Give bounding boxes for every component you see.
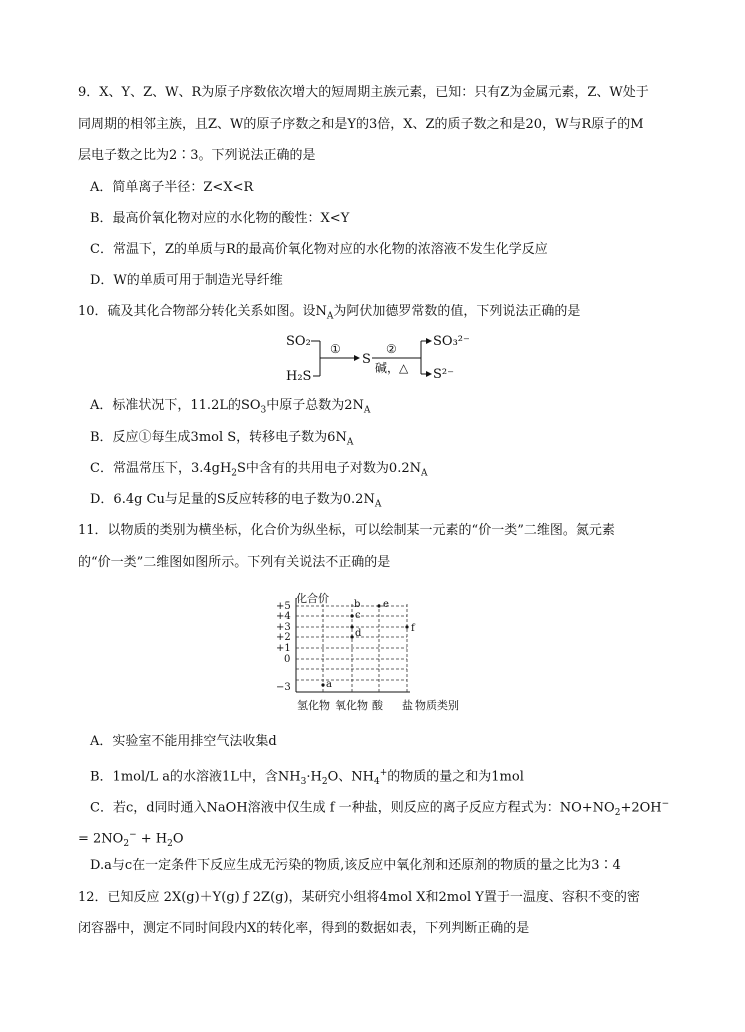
- sulfur-label: S: [362, 352, 371, 367]
- ytick-zero: 0: [284, 654, 291, 665]
- q10-stem: 10．硫及其化合物部分转化关系如图。设$N_A$为阿伏加德罗常数的值，下列说法正确的是: [78, 304, 581, 322]
- q11-stem-line1: 11．以物质的类别为横坐标，化合价为纵坐标，可以绘制某一元素的“价一类”二维图。氮元素: [78, 523, 615, 538]
- q10-option-c: C．常温常压下，$3.4gH_2S$中含有的共用电子对数为$0.2N_A$: [90, 461, 428, 479]
- point-e-label: e: [383, 599, 389, 610]
- xcat-hydride: 氢化物: [297, 699, 330, 712]
- q11-stem-line2: 的“价一类”二维图如图所示。下列有关说法不正确的是: [78, 555, 391, 570]
- point-b: [350, 614, 353, 617]
- q9-option-a: A．简单离子半径：Z<X<R: [90, 180, 254, 195]
- sulfide-label: S²⁻: [433, 367, 454, 382]
- x-axis-label: 物质类别: [415, 699, 459, 712]
- point-d: [350, 635, 353, 638]
- ytick-plus1: +1: [276, 643, 291, 654]
- sulfur-conversion-diagram: [280, 326, 480, 386]
- q9-option-c: C．常温下，Z的单质与R的最高价氧化物对应的水化物的浓溶液不发生化学反应: [90, 242, 548, 257]
- q11-option-b: B．1mol/L a的水溶液1L中，含$NH_3\cdot H_2O$、$NH_4^+$的物质的量之和为1mol: [90, 768, 524, 787]
- so2-label: SO₂: [286, 334, 311, 349]
- point-b-label: b: [354, 599, 361, 610]
- q11-option-c: C．若c，d同时通入NaOH溶液中仅生成 f 一种盐，则反应的离子反应方程式为：$NO+NO_2+2OH^-$: [90, 799, 670, 818]
- q11-option-d: D.a与c在一定条件下反应生成无污染的物质,该反应中氧化剂和还原剂的物质的量之比为3∶4: [90, 858, 621, 873]
- point-c: [350, 625, 353, 628]
- reaction1-label: ①: [330, 342, 341, 356]
- condition-label: 碱，△: [375, 361, 409, 375]
- point-a: [321, 683, 324, 686]
- nitrogen-valence-class-chart: [272, 588, 472, 718]
- ytick-plus4: +4: [276, 611, 291, 622]
- q10-option-a: A．标准状况下，11.2L的$SO_3$中原子总数为$2N_A$: [90, 398, 371, 416]
- point-f: [405, 625, 408, 628]
- point-e: [377, 604, 380, 607]
- q10-option-d: D．6.4g Cu与足量的S反应转移的电子数为$0.2N_A$: [90, 492, 382, 510]
- ytick-plus5: +5: [276, 601, 291, 612]
- y-axis-label: 化合价: [296, 592, 329, 605]
- xcat-acid: 酸: [372, 699, 383, 712]
- q9-option-d: D．W的单质可用于制造光导纤维: [90, 273, 283, 288]
- xcat-oxide: 氧化物: [335, 699, 368, 712]
- q11-option-a: A．实验室不能用排空气法收集d: [90, 734, 277, 749]
- q11-option-c-cont: = $2NO_2^- + H_2O$: [78, 830, 184, 849]
- ytick-plus2: +2: [276, 632, 291, 643]
- q10-option-b: B．反应①每生成3mol S，转移电子数为$6N_A$: [90, 430, 354, 448]
- point-c-label: c: [355, 610, 361, 621]
- xcat-salt: 盐: [402, 699, 413, 712]
- q9-option-b: B．最高价氧化物对应的水化物的酸性：X<Y: [90, 211, 350, 226]
- q9-stem-line3: 层电子数之比为2∶3。下列说法正确的是: [78, 148, 316, 163]
- sulfite-label: SO₃²⁻: [433, 334, 470, 349]
- q12-stem-line1: 12．已知反应 2X(g)＋Y(g) ƒ 2Z(g)，某研究小组将4mol X和2mol Y置于一温度、容积不变的密: [78, 890, 640, 905]
- point-f-label: f: [411, 623, 415, 634]
- ytick-plus3: +3: [276, 622, 291, 633]
- ytick-minus3: −3: [276, 682, 291, 693]
- q12-stem-line2: 闭容器中，测定不同时间段内X的转化率，得到的数据如表，下列判断正确的是: [78, 921, 530, 936]
- reaction2-label: ②: [386, 342, 397, 356]
- h2s-label: H₂S: [286, 369, 312, 384]
- point-d-label: d: [355, 628, 362, 639]
- q9-stem-line2: 同周期的相邻主族，且Z、W的原子序数之和是Y的3倍，X、Z的质子数之和是20，W与R原子的M: [78, 117, 644, 132]
- q9-stem-line1: 9．X、Y、Z、W、R为原子序数依次增大的短周期主族元素，已知：只有Z为金属元素，Z、W处于: [78, 85, 649, 100]
- point-a-label: a: [326, 679, 332, 690]
